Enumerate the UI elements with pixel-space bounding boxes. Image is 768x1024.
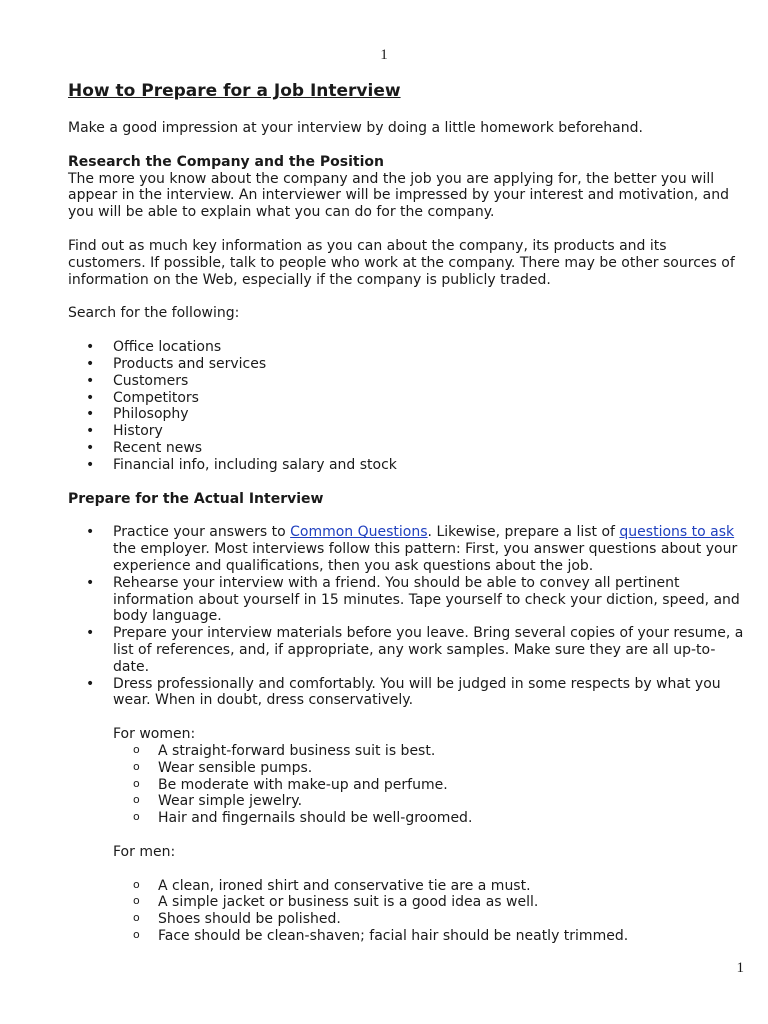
men-label: For men: (113, 843, 176, 860)
page-number-top: 1 (380, 47, 388, 63)
common-questions-link[interactable]: Common Questions (290, 524, 428, 541)
research-heading: Research the Company and the Position (68, 153, 384, 170)
bullet-text: . Likewise, prepare a list of (427, 524, 620, 541)
list-item: • Recent news (68, 440, 748, 457)
list-item: • Rehearse your interview with a friend. You should be able to convey all pertinent information about yourself in 15 minutes. Tape yourself to check your diction, speed, and body language. (68, 575, 748, 625)
list-item: o Face should be clean-shaven; facial hair should be neatly trimmed. (113, 928, 748, 945)
page-number-bottom: 1 (736, 960, 744, 976)
list-item: • Office locations (68, 339, 748, 356)
list-item: • Philosophy (68, 406, 748, 423)
list-item: o A simple jacket or business suit is a good idea as well. (113, 894, 748, 911)
list-item: o A clean, ironed shirt and conservative tie are a must. (113, 878, 748, 895)
list-item: • Customers (68, 373, 748, 390)
list-item: • Prepare your interview materials before you leave. Bring several copies of your resume, a list of references, and, if appropriate, any work samples. Make sure they are all up-to-date. (68, 625, 748, 675)
list-item: • History (68, 423, 748, 440)
bullet-text: the employer. Most interviews follow this pattern: First, you answer questions about your experience and qualifications, then you ask questions about the job. (113, 541, 738, 574)
list-item: o Wear sensible pumps. (113, 760, 748, 777)
list-item (68, 524, 748, 574)
search-intro: Search for the following: (68, 305, 240, 322)
list-item: o Be moderate with make-up and perfume. (113, 777, 748, 794)
research-list (68, 339, 748, 473)
document-body (68, 80, 748, 945)
women-list (68, 743, 748, 827)
list-item: o A straight-forward business suit is best. (113, 743, 748, 760)
research-paragraph-2: Find out as much key information as you can about the company, its products and its customers. If possible, talk to people who work at the company. There may be other sources of information on the Web, especially if the company is publicly traded. (68, 237, 735, 288)
men-list (68, 878, 748, 945)
research-paragraph-1: The more you know about the company and the job you are applying for, the better you will appear in the interview. An interviewer will be impressed by your interest and motivation, and you will be able to explain what you can do for the company. (68, 170, 729, 221)
list-item: • Products and services (68, 356, 748, 373)
questions-to-ask-link[interactable]: questions to ask (619, 524, 735, 541)
list-item: o Wear simple jewelry. (113, 793, 748, 810)
prepare-heading: Prepare for the Actual Interview (68, 490, 324, 507)
prepare-list (68, 524, 748, 709)
list-item: • Competitors (68, 390, 748, 407)
intro-paragraph: Make a good impression at your interview by doing a little homework beforehand. (68, 120, 643, 136)
bullet-text: Practice your answers to (113, 524, 291, 541)
list-item: o Shoes should be polished. (113, 911, 748, 928)
list-item: • Financial info, including salary and stock (68, 457, 748, 474)
list-item: • Dress professionally and comfortably. You will be judged in some respects by what you wear. When in doubt, dress conservatively. (68, 676, 748, 710)
women-label: For women: (113, 726, 196, 743)
list-item: o Hair and fingernails should be well-groomed. (113, 810, 748, 827)
page-title: How to Prepare for a Job Interview (68, 81, 401, 101)
